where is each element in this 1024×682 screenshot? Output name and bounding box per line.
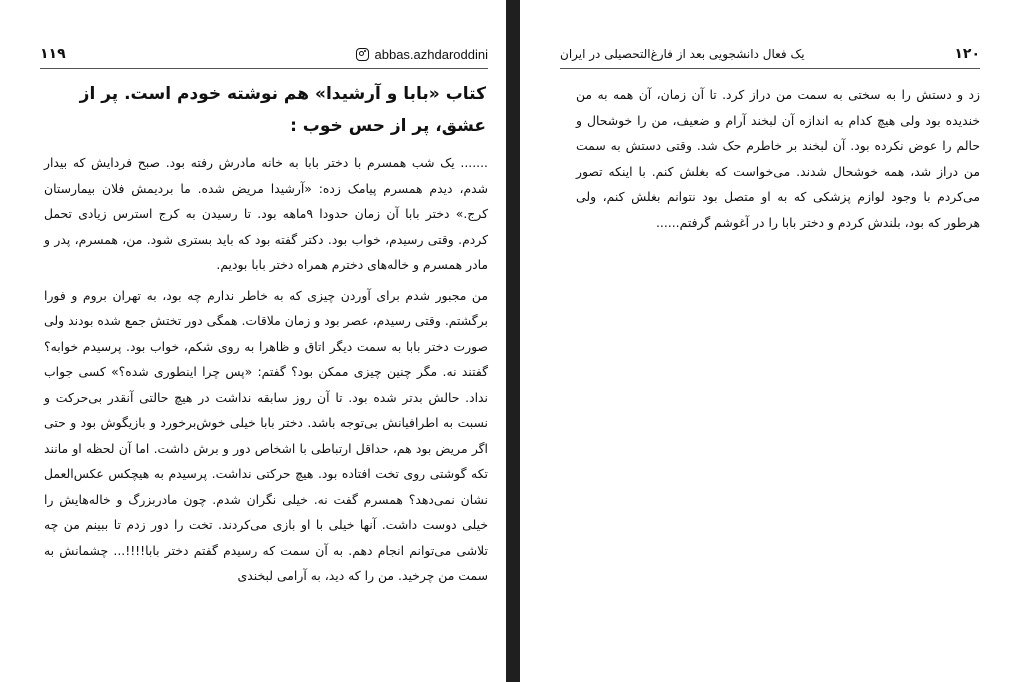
section-heading: کتاب «بابا و آرشیدا» هم نوشته خودم است. پر از عشق، پر از حس خوب : <box>79 84 486 136</box>
left-page-body <box>44 150 488 589</box>
left-page <box>0 0 506 682</box>
paragraph: ....... یک شب همسرم با دختر بابا به خانه مادرش رفته بود. صبح فردایش که بیدار شدم، دیدم همسرم پیامک زده: «آرشیدا مریض شده. ما بردیمش فلان بیمارستان کرج.» دختر بابا آن زمان حدودا ۹ماهه بود. تا رسیدن به کرج استرس زیادی تحمل کردم. وقتی رسیدم، خواب بود. دکتر گفته بود که باید بستری شود. من، همسرم، پدر و مادر همسرم و خاله‌های دخترم همراه دختر بابا بودیم. <box>44 155 488 272</box>
instagram-icon <box>356 48 369 61</box>
page-number: ۱۲۰ <box>954 46 980 62</box>
left-page-header <box>40 40 488 69</box>
paragraph: من مجبور شدم برای آوردن چیزی که به خاطر ندارم چه بود، به تهران بروم و فورا برگشتم. وقتی رسیدم، عصر بود و زمان ملاقات. همگی دور تختش جمع شده بودند ولی صورت دختر بابا به سمت دیگر اتاق و ظاهرا به روی شکم، خواب بود. پرسیدم خوابه؟ گفتند نه. مگر چنین چیزی ممکن بود؟ گفتم: «پس چرا اینطوری شده؟» کسی جواب نداد. حالش بدتر شده بود. تا آن روز سابقه نداشت در هیچ حالتی آنقدر بی‌حرکت و نسبت به اطرافیانش بی‌توجه باشد. دختر بابا خیلی خوش‌برخورد و بازیگوش بود و حتی اگر مریض بود هم، حداقل ارتباطی با اشخاص دور و برش داشت. اما آن لحظه او مانند تکه گوشتی روی تخت افتاده بود. هیچ حرکتی نداشت. پرسیدم به هیچکس عکس‌العمل نشان نمی‌دهد؟ همسرم گفت نه. خیلی نگران شدم. چون مادربزرگ و خاله‌هایش را خیلی دوست داشت. آنها خیلی با او بازی می‌کردند. تخت را دور زدم تا ببینم من چه تلاشی می‌توانم انجام دهم. به آن سمت که رسیدم گفتم دختر بابا!!!!... چشمانش به سمت من چرخید. من را که دید، به آرامی لبخندی <box>44 287 488 583</box>
right-page-header <box>560 40 980 69</box>
book-gutter <box>506 0 520 682</box>
page-number: ۱۱۹ <box>40 46 66 62</box>
handle-text: abbas.azhdaroddini <box>374 46 488 62</box>
right-page-body <box>576 82 980 235</box>
running-head: یک فعال دانشجویی بعد از فارغ‌التحصیلی در ایران <box>560 47 805 61</box>
author-handle <box>356 47 488 62</box>
paragraph: زد و دستش را به سختی به سمت من دراز کرد. تا آن زمان، آن همه به من خندیده بود ولی هیچ کدام به اندازه آن لبخند آرام و ضعیف، من را خوشحال و حالم را عوض نکرده بود. آن لبخند بر خاطرم حک شد. وقتی دستش به سمت من دراز شد، همه خوشحال شدند. می‌خواست که بغلش کنم. با اینکه تصور می‌کردم با وجود لوازم پزشکی که به او متصل بود نتوانم بغلش کنم، ولی هرطور که بود، بلندش کردم و دختر بابا را در آغوشم گرفتم...... <box>576 87 980 230</box>
right-page <box>520 0 1024 682</box>
